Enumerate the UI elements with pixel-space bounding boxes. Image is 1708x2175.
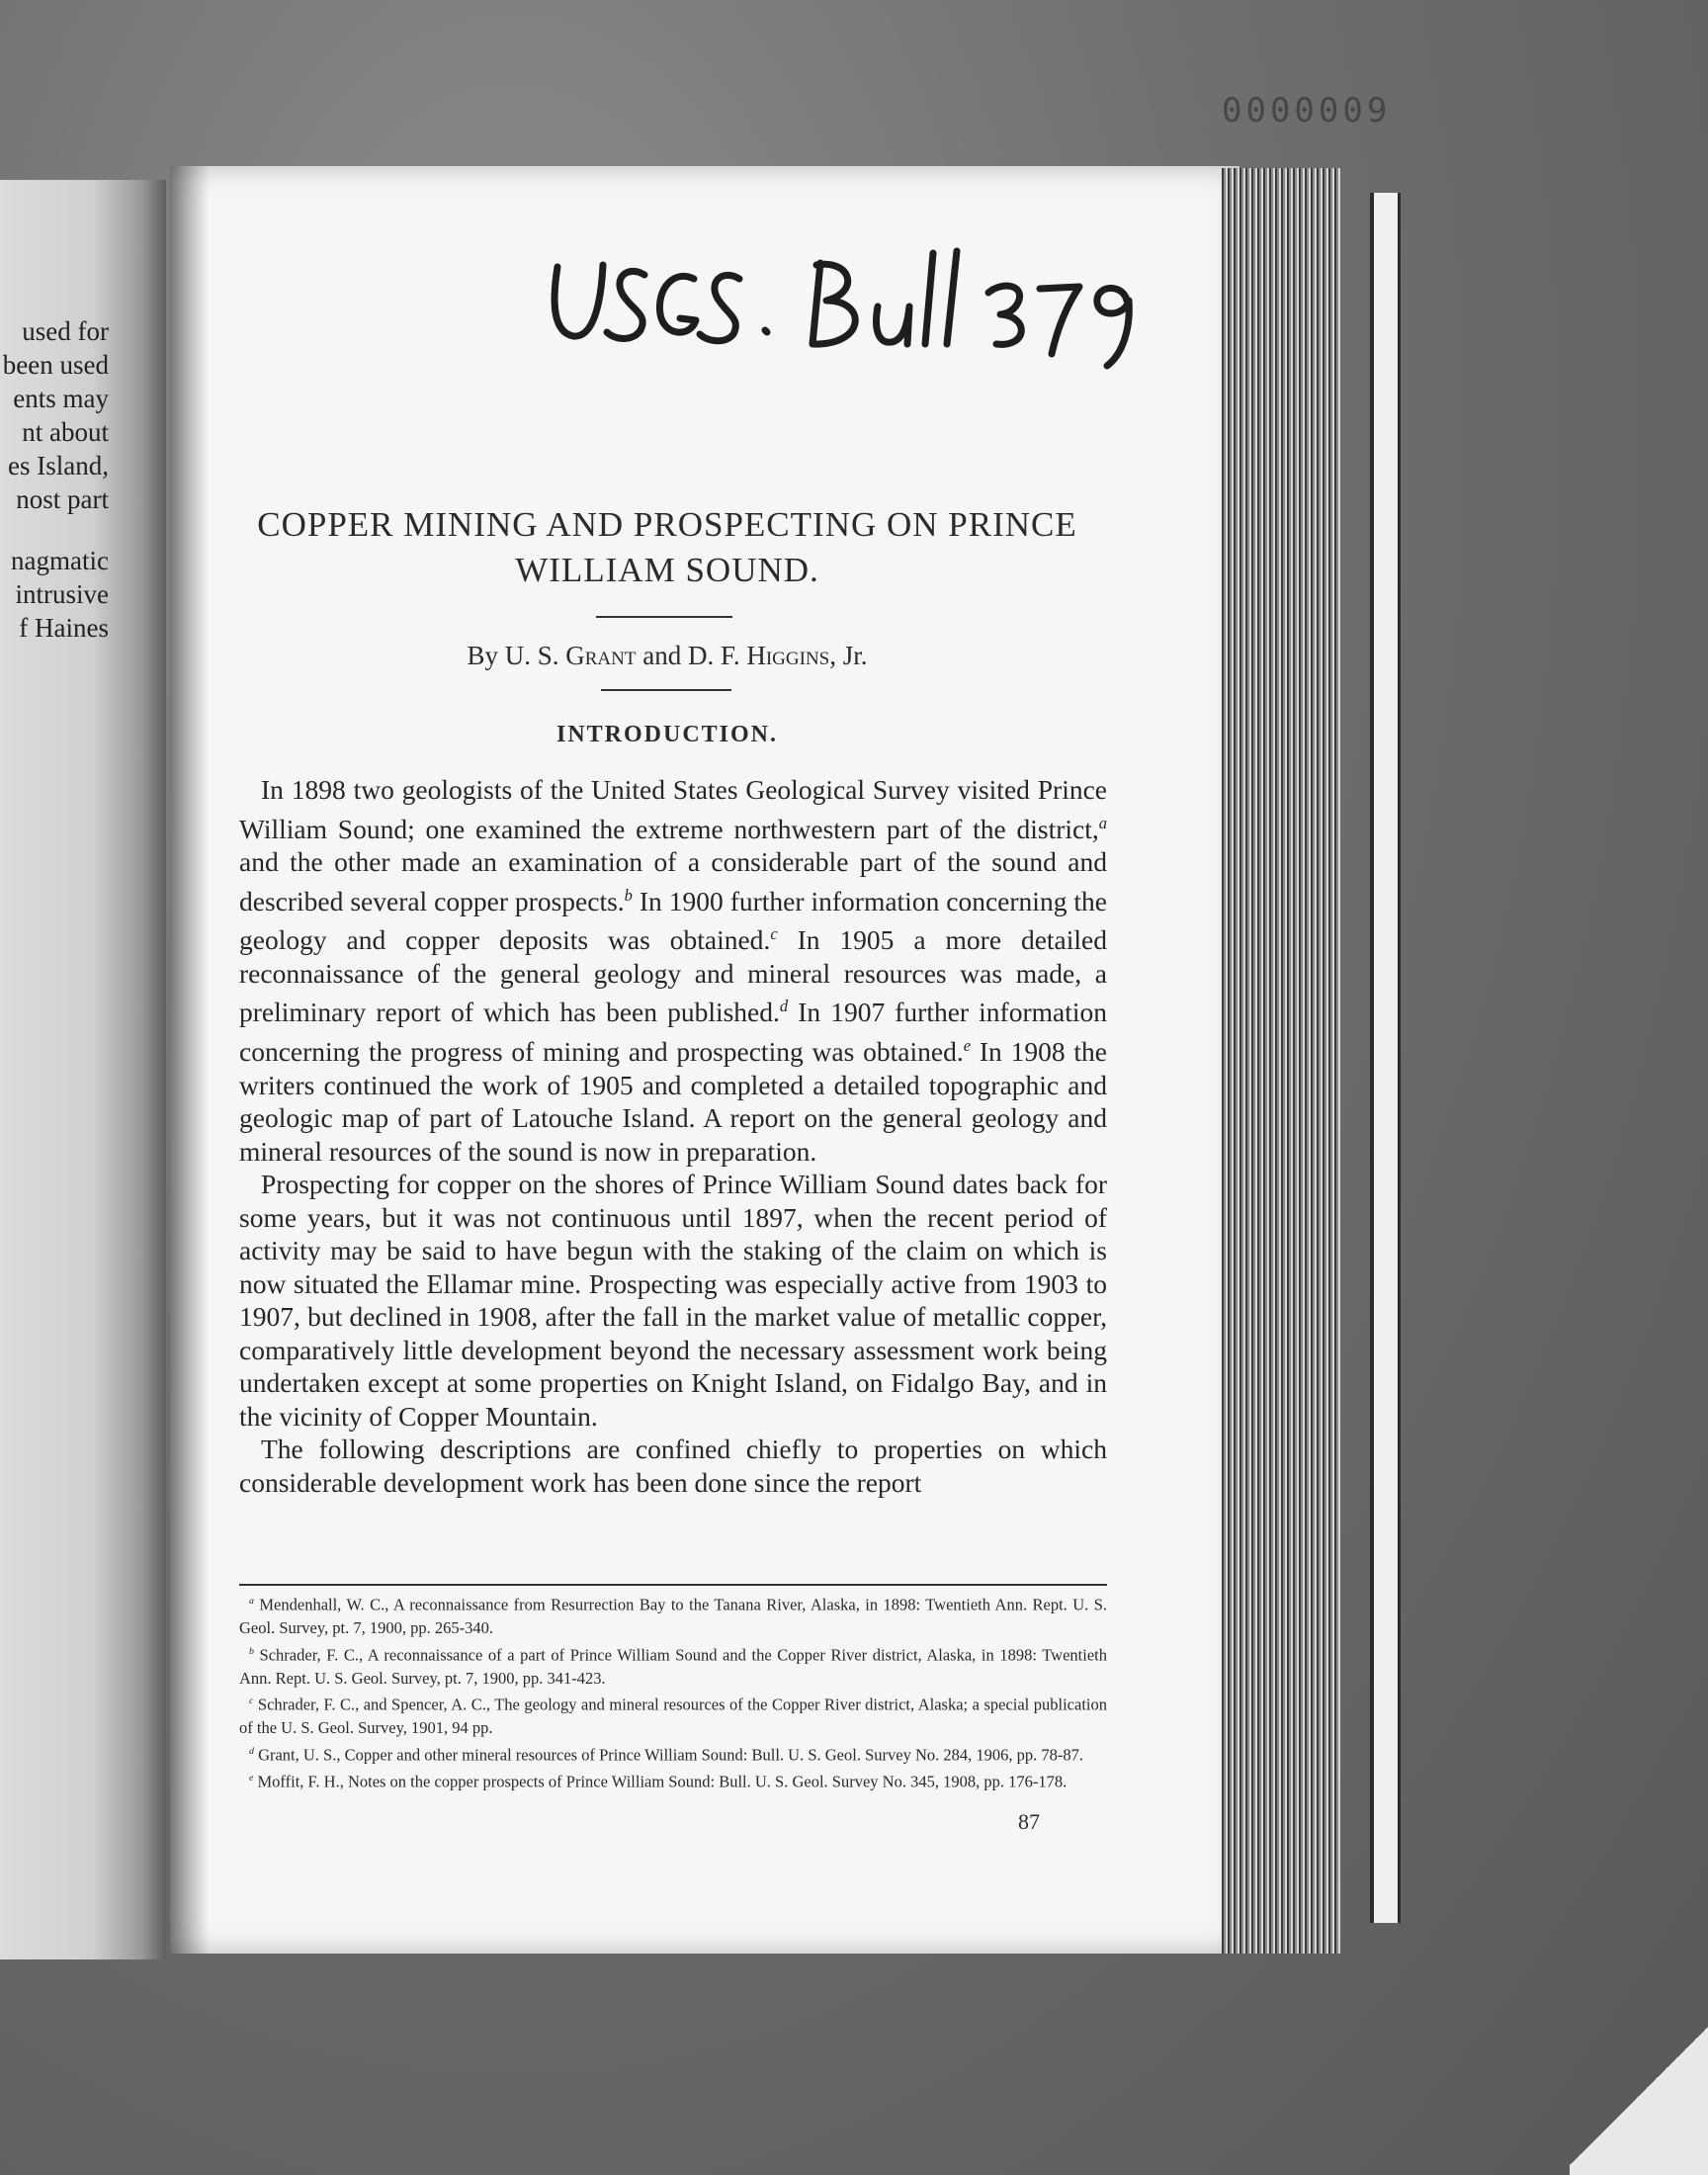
footnote-mark: e	[249, 1772, 254, 1784]
facing-page-line: been used	[2, 350, 109, 380]
facing-page	[0, 180, 166, 1959]
byline-joiner: and D. F.	[636, 641, 747, 670]
paragraph-1-text: In 1908 the writers continued the work of 1905 and completed a detailed topographic and geologic map of part of Latouche Island. A report on the general geology and mineral resources of the sound is now in preparation.	[239, 1036, 1108, 1167]
article-title-line-2: WILLIAM SOUND.	[515, 551, 819, 589]
facing-page-line: ents may	[13, 384, 109, 413]
footnote-mark: b	[249, 1645, 254, 1657]
footnote-text: Moffit, F. H., Notes on the copper prospects of Prince William Sound: Bull. U. S. Geol. Survey No. 345, 1908, pp. 176-178.	[253, 1772, 1068, 1790]
facing-page-line: intrusive	[15, 579, 109, 609]
footnote	[239, 1767, 1107, 1793]
footnote-ref-c: c	[770, 924, 778, 944]
footnote-mark: d	[249, 1745, 254, 1757]
footnote-ref-a: a	[1098, 813, 1107, 832]
paragraph-1-text: In 1898 two geologists of the United States Geological Survey visited Prince William Sound; one examined the extreme northwestern part of the district,	[239, 774, 1107, 844]
footnote-text: Schrader, F. C., and Spencer, A. C., The geology and mineral resources of the Copper River district, Alaska; a special publication of the U. S. Geol. Survey, 1901, 94 pp.	[239, 1695, 1107, 1737]
paragraph-1	[239, 773, 1107, 1168]
footnote-text: Grant, U. S., Copper and other mineral resources of Prince William Sound: Bull. U. S. Geol. Survey No. 284, 1906, pp. 78-87.	[253, 1745, 1083, 1764]
title-rule	[596, 616, 732, 618]
article-body	[239, 773, 1107, 1499]
footnote-ref-b: b	[624, 885, 633, 905]
footnotes	[239, 1590, 1107, 1793]
page-gutter-shadow	[170, 166, 210, 1954]
footnote	[239, 1640, 1107, 1691]
paragraph-1-text: In 1900 further information concerning the geology and copper deposits was obtained.	[239, 885, 1107, 956]
footnote	[239, 1690, 1107, 1740]
facing-page-line: nost part	[16, 484, 109, 514]
facing-page-line: f Haines	[19, 613, 109, 643]
paragraph-3: The following descriptions are confined chiefly to properties on which considerable development work has been done since the report	[239, 1434, 1107, 1498]
footnote-text: Mendenhall, W. C., A reconnaissance from Resurrection Bay to the Tanana River, Alaska, in 1898: Twentieth Ann. Rept. U. S. Geol. Survey, pt. 7, 1900, pp. 265-340.	[239, 1595, 1107, 1637]
paragraph-1-text: In 1907 further information concerning the progress of mining and prospecting was obtained.	[239, 997, 1107, 1068]
archive-stamp: 0000009	[1222, 91, 1392, 130]
footnote-rule	[239, 1584, 1107, 1586]
page-number: 87	[1018, 1809, 1040, 1834]
paragraph-1-text: and the other made an examination of a considerable part of the sound and described several copper prospects.	[239, 846, 1107, 916]
cover-edge	[1370, 193, 1401, 1923]
section-heading: INTRODUCTION.	[555, 722, 779, 747]
footnote-ref-e: e	[963, 1036, 972, 1056]
footnote-text: Schrader, F. C., A reconnaissance of a part of Prince William Sound and the Copper River district, Alaska, in 1898: Twentieth Ann. Rept. U. S. Geol. Survey, pt. 7, 1900, pp. 341-423.	[239, 1645, 1107, 1688]
paragraph-1-text: In 1905 a more detailed reconnaissance of the general geology and mineral resources was made, a preliminary report of which has been published.	[239, 924, 1107, 1028]
handwritten-annotation	[546, 245, 1158, 374]
scan-corner	[1570, 2017, 1708, 2175]
footnote-mark: a	[249, 1596, 254, 1607]
facing-page-line: nagmatic	[11, 546, 109, 575]
byline-author-2: Higgins	[746, 641, 830, 670]
footnote-mark: c	[249, 1696, 254, 1706]
article-title-line-1: COPPER MINING AND PROSPECTING ON PRINCE	[257, 505, 1077, 544]
byline-prefix: By U. S.	[467, 641, 566, 670]
byline-rule	[601, 689, 731, 691]
paragraph-2: Prospecting for copper on the shores of Prince William Sound dates back for some years, but it was not continuous until 1897, when the recent period of activity may be said to have begun with the staking of the claim on which is now situated the Ellamar mine. Prospecting was especially active from 1903 to 1907, but declined in 1908, after the fall in the market value of metallic copper, comparatively little development beyond the necessary assessment work being undertaken except at some properties on Knight Island, on Fidalgo Bay, and in the vicinity of Copper Mountain.	[239, 1169, 1107, 1432]
footnote	[239, 1740, 1107, 1767]
footnote-ref-d: d	[779, 997, 789, 1016]
facing-page-line: nt about	[22, 417, 109, 447]
byline	[198, 641, 1137, 671]
facing-page-line: es Island,	[8, 451, 109, 480]
byline-suffix: , Jr.	[829, 641, 868, 670]
byline-author-1: Grant	[565, 641, 637, 670]
page-block-edges	[1222, 168, 1340, 1954]
footnote	[239, 1590, 1107, 1640]
facing-page-line: used for	[22, 316, 109, 346]
